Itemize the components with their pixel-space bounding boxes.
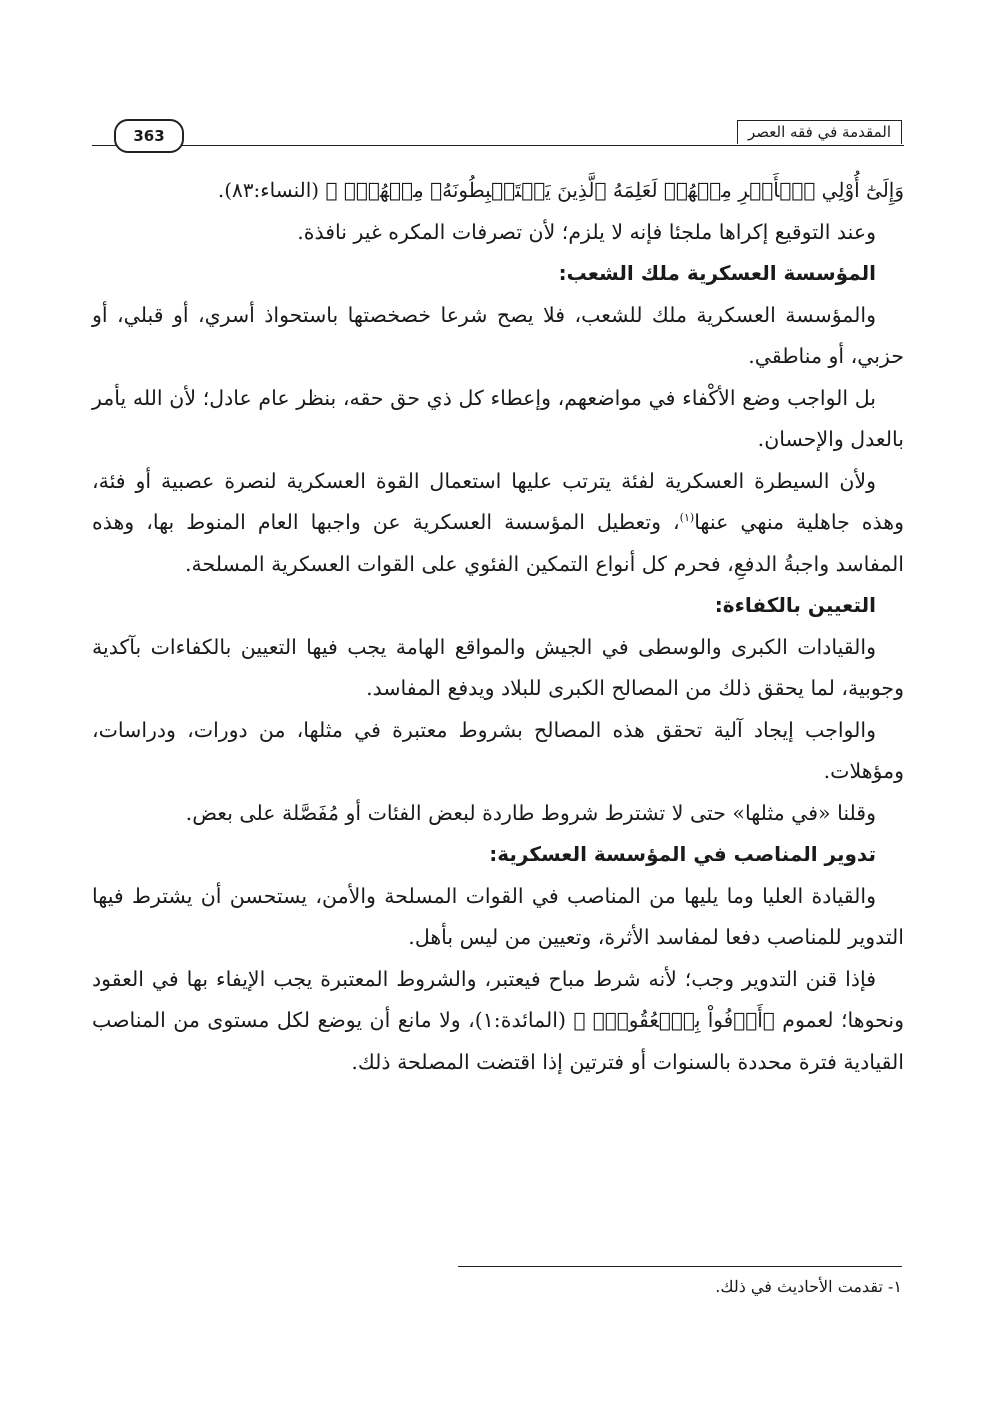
paragraph-8: والقيادة العليا وما يليها من المناصب في القوات المسلحة والأمن، يستحسن أن يشترط فيها التدوير للمناصب دفعا لمفاسد الأثرة، وتعيين من ليس بأهل. — [92, 883, 904, 949]
section-heading-military-institution: المؤسسة العسكرية ملك الشعب: — [558, 261, 876, 285]
paragraph-4-text-b: ، وتعطيل المؤسسة العسكرية عن واجبها العام المنوط بها، وهذه المفاسد واجبةُ الدفعِ، فحرم كل أنواع التمكين الفئوي على القوات العسكرية المسلحة. — [92, 510, 904, 576]
paragraph-4-text-a: ولأن السيطرة العسكرية لفئة يترتب عليها استعمال القوة العسكرية لنصرة عصبية أو فئة، وهذه جاهلية منهي عنها — [92, 468, 904, 534]
section-heading-competence: التعيين بالكفاءة: — [714, 593, 876, 617]
paragraph-2: والمؤسسة العسكرية ملك للشعب، فلا يصح شرعا خصخصتها باستحواذ أسري، أو قبلي، أو حزبي، أو مناطقي. — [92, 302, 904, 368]
page-number: 363 — [114, 119, 184, 153]
paragraph-9-text-a: فإذا قنن التدوير وجب؛ لأنه شرط مباح فيعتبر، والشروط المعتبرة يجب الإيفاء بها في العقود ونحوها؛ لعموم — [92, 966, 905, 1032]
quran-verse: وَإِلَىٰٓ أُوْلِي ٱلۡأَمۡرِ مِنۡهُمۡ لَعَلِمَهُ ٱلَّذِينَ يَسۡتَنۢبِطُونَهُۥ مِنۡهُمۡۗ ﴾ (النساء:٨٣). — [217, 178, 904, 202]
section-heading-rotation: تدوير المناصب في المؤسسة العسكرية: — [489, 842, 876, 866]
page-header — [92, 118, 904, 152]
book-title: المقدمة في فقه العصر — [737, 120, 902, 144]
footnote-1: ١- تقدمت الأحاديث في ذلك. — [715, 1277, 902, 1296]
page-body — [92, 170, 904, 1083]
paragraph-9 — [92, 959, 904, 1084]
paragraph-4 — [92, 461, 904, 586]
quran-verse-inline: ﴿أَوۡفُواْ بِٱلۡعُقُودِۚ ﴾ — [573, 1008, 775, 1032]
paragraph-5: والقيادات الكبرى والوسطى في الجيش والمواقع الهامة يجب فيها التعيين بالكفاءات بآكدية وجوبية، لما يحقق ذلك من المصالح الكبرى للبلاد ويدفع المفاسد. — [92, 634, 904, 700]
verse-line — [92, 170, 904, 212]
footnote-separator — [458, 1266, 902, 1267]
paragraph-7: وقلنا «في مثلها» حتى لا تشترط شروط طاردة لبعض الفئات أو مُفَصَّلة على بعض. — [185, 800, 876, 825]
paragraph-1: وعند التوقيع إكراها ملجئا فإنه لا يلزم؛ لأن تصرفات المكره غير نافذة. — [297, 219, 876, 244]
footnote-reference[interactable]: (١) — [679, 511, 695, 525]
paragraph-9-text-b: (المائدة:١)، ولا مانع أن يوضع لكل مستوى من المناصب القيادية فترة محددة بالسنوات أو فترتين إذا اقتضت المصلحة ذلك. — [92, 1008, 904, 1074]
paragraph-3: بل الواجب وضع الأكْفاء في مواضعهم، وإعطاء كل ذي حق حقه، بنظر عام عادل؛ لأن الله يأمر بالعدل والإحسان. — [92, 385, 904, 451]
paragraph-6: والواجب إيجاد آلية تحقق هذه المصالح بشروط معتبرة في مثلها، من دورات، ودراسات، ومؤهلات. — [92, 717, 904, 783]
header-rule — [92, 145, 904, 146]
